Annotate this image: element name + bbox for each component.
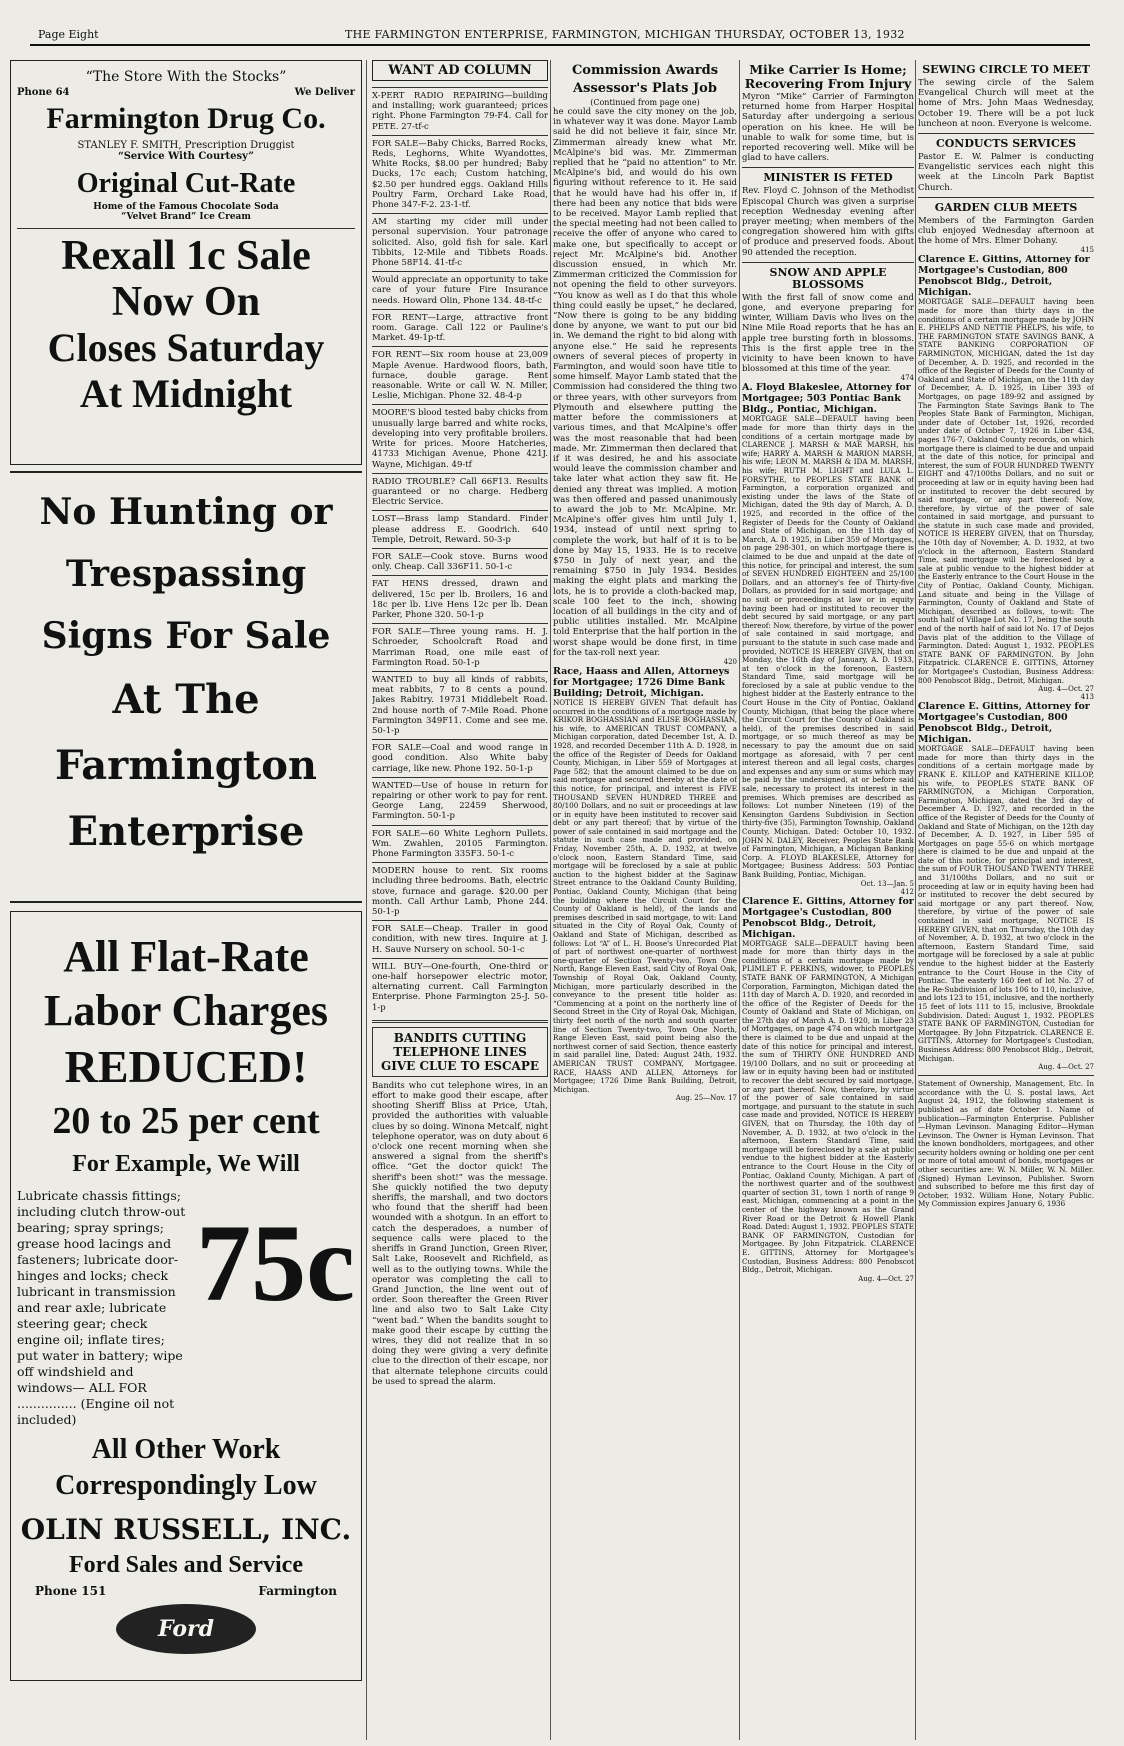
bandits-story: Bandits who cut telephone wires, in an effort to make good their escape, after shooting Sheriff Bliss at Price, Utah, provided the authorities with valuable clues by so doing. Winona Metcalf, night telephone operator, was on duty about 6 o'clock one recent morning when she answered a signal from the sheriff's office. “Get the doctor quick! The sheriff's been shot!” was the message. She quickly notified the two deputy sheriffs, the marshall, and two doctors who found that the sheriff had been wounded with a shotgun. In an effort to catch the desperadoes, a number of sequence calls were placed to the sheriffs in Grand Junction, Green River, Salt Lake, Roosevelt and Richfield, as well as to the outlying towns. While the operator was completing the call to Grand Junction, the line went out of order. Soon thereafter the Green River line and also two to Salt Lake City “went bad.” When the bandits sought to make good their escape by cutting the wires, they did not realize that in so doing they were giving a very definite clue to the direction of their escape, nor that alternate telephone circuits could be used to spread the alarm. xyxy=(372,1080,548,1387)
ads-column xyxy=(10,60,362,1687)
want-ad-column xyxy=(372,60,548,1740)
want-ad-item: FOR SALE—Cheap. Trailer in good condition, with new tires. Inquire at J. H. Sauve Nursery on school. 50-1-c xyxy=(372,920,548,958)
want-ad-item: FOR SALE—Three young rams. H. J. Schroeder, Schoolcraft Road and Marriman Road, one mile east of Farmington Road. 50-1-p xyxy=(372,623,548,671)
legal-c4a-body: MORTGAGE SALE—DEFAULT having been made for more than thirty days in the conditions of a certain mortgage made by CLARENCE J. MARSH & MAE MARSH, his wife; HARRY A. MARSH & MARION MARSH, his wife; LEON M. MARSH & IDA M. MARSH, his wife; RUTH M. LIGHT and LULA L. FORSYTHE, to PEOPLES STATE BANK of Farmington, a corporation organized and existing under the laws of the State of Michigan, dated the 9th day of March, A. D. 1925, and recorded in the office of the Register of Deeds for the County of Oakland and State of Michigan, on the 11th day of March, A. D. 1925, in Liber 359 of Mortgages, on page 298-301, on which mortgage there is claimed to be due and unpaid at the date of this notice, for principal and interest, the sum of SEVEN HUNDRED EIGHTEEN and 25/100 Dollars, and an attorney's fee of Thirty-five Dollars, as provided for in said mortgage; and no suit or proceedings at law or in equity having been had or instituted to recover the debt secured by said mortgage, or any part thereof: Now, therefore, by virtue of the power of sale contained in said mortgage, and pursuant to the statute in such case made and provided, NOTICE IS HEREBY GIVEN, that on Monday, the 16th day of January, A. D. 1933, at ten o'clock in the forenoon, Eastern Standard Time, said mortgage will be foreclosed by a sale at public vendue to the highest bidder at the Easterly entrance to the Court House in the City of Pontiac, Oakland County, Michigan, (that being the place where the Circuit Court for the County of Oakland is held), of the premises described in said mortgage, or so much thereof as may be necessary to pay the amount due on said mortgage as aforesaid, with 7 per cent interest thereon and all legal costs, charges and expenses and any sum or sums which may be paid by the undersigned, at or before said sale, necessary to protect its interest in the premises. Which premises are described as follows: Lot number Nineteen (19) of the Kensington Gardens Subdivision in Section thirty-five (35), Farmington Township, Oakland County, Michigan. Dated: October 10, 1932. JOHN N. DALEY, Receiver, Peoples State Bank of Farmington, Michigan, a Michigan Banking Corp. A. FLOYD BLAKESLEE, Attorney for Mortgagee; Business Address: 503 Pontiac Bank Building, Pontiac, Michigan. xyxy=(742,414,914,879)
drug-store-ad xyxy=(10,60,362,465)
legal-c4a-dates: Oct. 13—Jan. 5 xyxy=(860,879,914,888)
rexall-now-on: Now On xyxy=(111,279,261,325)
want-ad-item: AM starting my cider mill under personal supervision. Your patronage solicited. Also, gold fish for sale. Karl Tibbits, 12-Mile and Tibbets Roads. Phone 58F14. 41-tf-c xyxy=(372,213,548,271)
garden-head: GARDEN CLUB MEETS xyxy=(934,200,1078,214)
russell-flat-rate: All Flat-Rate xyxy=(63,932,309,981)
want-ad-item: RADIO TROUBLE? Call 66F13. Results guaranteed or no charge. Hedberg Electric Service. xyxy=(372,473,548,511)
want-ad-item: FOR RENT—Six room house at 23,009 Maple Avenue. Hardwood floors, bath, furnace, double garage. Rent reasonable. Write or call W. N. Miller, Leslie, Michigan. Phone 32. 48-4-p xyxy=(372,346,548,404)
drug-deliver: We Deliver xyxy=(294,87,355,98)
want-ad-list xyxy=(372,87,548,1016)
russell-example: For Example, We Will xyxy=(72,1151,300,1177)
ford-logo: Ford xyxy=(116,1604,256,1654)
drug-name: Farmington Drug Co. xyxy=(46,102,326,135)
page-number: Page Eight xyxy=(38,28,99,41)
commission-column xyxy=(553,60,737,1740)
hunting-line2: Trespassing xyxy=(65,553,307,595)
conducts-head: CONDUCTS SERVICES xyxy=(935,137,1077,151)
commission-head1: Commission Awards xyxy=(571,63,719,78)
legal-c4a-number: 474 xyxy=(900,374,914,383)
drug-motto: “Service With Courtesy” xyxy=(117,151,255,162)
olin-russell-ad xyxy=(10,911,362,1681)
page-header xyxy=(30,22,1090,46)
legal-c5b-dates: Aug. 4—Oct. 27 xyxy=(1038,1063,1094,1072)
russell-ford-sales: Ford Sales and Service xyxy=(69,1552,303,1578)
commission-head2: Assessor's Plats Job xyxy=(573,81,717,96)
drug-product-sub1: Home of the Famous Chocolate Soda xyxy=(93,202,279,212)
russell-phone: Phone 151 xyxy=(35,1584,107,1598)
hunting-line4: At The xyxy=(112,676,260,723)
local-news-column xyxy=(742,60,914,1740)
want-ad-item: Would appreciate an opportunity to take care of your future Fire Insurance needs. Howard Olin, Phone 134. 48-tf-c xyxy=(372,271,548,309)
hunting-signs-ad xyxy=(10,471,362,903)
ownership-statement: Statement of Ownership, Management, Etc. In accordance with the U. S. postal laws, Act August 24, 1912, the following statement is published as of date October 1. Name of publication—Farmington Enterprise. Publisher—Hyman Levinson. Managing Editor—Hyman Levinson. The Owner is Hyman Levinson. That the known bondholders, mortgagees, and other security holders owning or holding one per cent or more of total amount of bonds, mortgages or other securities are: W. N. Miller, W. N. Miller. (Signed) Hyman Levinson, Publisher. Sworn and subscribed to before me this first day of October, 1932. William Hone, Notary Public. My Commission expires January 6, 1936 xyxy=(918,1079,1094,1209)
russell-service-list: Lubricate chassis fittings; including clutch throw-out bearing; spray springs; grease hood lacings and fasteners; lubricate door-hinges and locks; check lubricant in transmission and rear axle; lubricate steering gear; check engine oil; inflate tires; put water in battery; wipe off windshield and windows— ALL FOR ............... (Engine oil not included) xyxy=(17,1188,186,1427)
want-ad-item: WANTED to buy all kinds of rabbits, meat rabbits, 7 to 8 cents a pound. Jakes Rabitry. 19731 Middlebelt Road. 2nd house north of 7-Mile Road. Phone Farmington 349F11. Come and see me. 50-1-p xyxy=(372,671,548,739)
legal-c3-body: NOTICE IS HEREBY GIVEN That default has occurred in the conditions of a mortgage made by KRIKOR BOGHASSIAN and ELISE BOGHASSIAN, his wife, to AMERICAN TRUST COMPANY, a Michigan corporation, dated December 1st, A. D. 1928, and recorded December 11th A. D. 1928, in the office of the Register of Deeds for Oakland County, Michigan, in Liber 559 of Mortgages at Page 582; that the amount claimed to be due on said mortgage and secured thereby at the date of this notice, for principal, and interest is FIVE THOUSAND SEVEN HUNDRED THREE and 80/100 Dollars, and no suit or proceedings at law or in equity have been instituted to recover said debt or any part thereof; that by virtue of the power of sale contained in said mortgage and the statute in such case made and provided, on Friday, November 25th, A. D. 1932, at twelve o'clock noon, Eastern Standard Time, said mortgage will be foreclosed by a sale at public auction to the highest bidder at the Saginaw Street entrance to the Oakland County Building, Pontiac, Oakland County, Michigan (that being the building where the Circuit Court for the County of Oakland is held), of the lands and premises described in said mortgage, to wit: Land situated in the City of Royal Oak, County of Oakland and State of Michigan, described as follows: Lot “A” of L. H. Boose's Unrecorded Plat of part of northwest one-quarter of northwest one-quarter of Section Twenty-two, Town One North, Range Eleven East, said City of Royal Oak, Township of Royal Oak, Oakland County, Michigan, more particularly described in the conveyance to the present title holder as: “Commencing at a point on the northerly line of Second Street in the City of Royal Oak, Michigan, thirty feet north of the north and south quarter line of Section Twenty-two, Town One North, Range Eleven East, said point being also the northwest corner of said Section, thence easterly in said parallel line, Dated: August 24th, 1932. AMERICAN TRUST COMPANY, Mortgagee. RACE, HAASS AND ALLEN, Attorneys for Mortgagee; 1726 Dime Bank Building, Detroit, Michigan. xyxy=(553,697,737,1094)
want-ad-item: MOORE'S blood tested baby chicks from unusually large barred and white rocks, developing into very profitable broilers. Write for prices. Moore Hatcheries, 41733 Michigan Avenue, Phone 421J. Wayne, Michigan. 49-tf xyxy=(372,404,548,472)
want-ad-item: MODERN house to rent. Six rooms including three bedrooms. Bath, electric stove, furnace and garage. $20.00 per month. Call Arthur Lamb, Phone 244. 50-1-p xyxy=(372,862,548,920)
sewing-head: SEWING CIRCLE TO MEET xyxy=(922,63,1090,76)
legal-c5a-dates: Aug. 4—Oct. 27 xyxy=(1038,685,1094,694)
carrier-story: Myron “Mike” Carrier of Farmington returned home from Harper Hospital Saturday after undergoing a serious operation on his knee. He will be unable to walk for some time, but is reported recovering well. Mike will be glad to have callers. xyxy=(742,92,914,164)
legal-c5a-head: Clarence E. Gittins, Attorney for Mortgagee's Custodian, 800 Penobscot Bldg., Detroit, Michigan. xyxy=(918,254,1090,299)
garden-story: Members of the Farmington Garden club enjoyed Wednesday afternoon at the home of Mrs. Elmer Dohany. xyxy=(918,215,1094,247)
legal-c5b-number: 413 xyxy=(1080,693,1094,702)
russell-other-work: All Other Work xyxy=(91,1434,281,1465)
want-ad-item: LOST—Brass lamp Standard. Finder please address E. Goodrich. 640 Temple, Detroit, Reward. 50-3-p xyxy=(372,510,548,548)
drug-product: Original Cut-Rate xyxy=(76,168,296,199)
masthead-line: THE FARMINGTON ENTERPRISE, FARMINGTON, MICHIGAN THURSDAY, OCTOBER 13, 1932 xyxy=(345,28,905,41)
snow-head: SNOW AND APPLE BLOSSOMS xyxy=(769,265,887,291)
commission-continued: (Continued from page one) xyxy=(590,98,700,107)
want-ad-title: WANT AD COLUMN xyxy=(372,60,548,81)
sewing-story: The sewing circle of the Salem Evangelical Church will meet at the home of Mrs. John Maas Wednesday, October 19. There will be a pot luck luncheon at noon. Everyone is welcome. xyxy=(918,78,1094,129)
bandits-headline: BANDITS CUTTING TELEPHONE LINES GIVE CLUE TO ESCAPE xyxy=(372,1027,548,1077)
hunting-line5: Farmington xyxy=(54,742,317,789)
russell-town: Farmington xyxy=(258,1584,337,1598)
want-ad-item: WILL BUY—One-fourth, One-third or one-half horsepower electric motor, alternating current. Call Farmington Enterprise. Phone Farmington 25-J. 50-1-p xyxy=(372,958,548,1016)
want-ad-item: FAT HENS dressed, drawn and delivered, 15c per lb. Broilers, 16 and 18c per lb. Live Hens 12c per lb. Dean Parker, Phone 320. 50-1-p xyxy=(372,575,548,623)
russell-price: 75c xyxy=(196,1202,355,1324)
carrier-head1: Mike Carrier Is Home; xyxy=(749,62,907,77)
rexall-sale: Rexall 1c Sale xyxy=(61,233,311,279)
want-ad-item: FOR SALE—Baby Chicks, Barred Rocks, Reds, Leghorns, White Wyandottes, White Rocks, $8.00 per hundred; Baby Ducks, 17c each; Custom hatching, $2.50 per hundred eggs. Oakland Hills Poultry Farm, Orchard Lake Road, Phone 347-F-2. 23-1-tf. xyxy=(372,135,548,213)
legal-c5b-head: Clarence E. Gittins, Attorney for Mortgagee's Custodian, 800 Penobscot Bldg., Detroit, Michigan. xyxy=(918,701,1090,746)
legal-c4a-head: A. Floyd Blakeslee, Attorney for Mortgagee; 503 Pontiac Bank Bldg., Pontiac, Michigan. xyxy=(742,382,911,416)
hunting-line3: Signs For Sale xyxy=(41,615,331,657)
legal-c4b-head: Clarence E. Gittins, Attorney for Mortgagee's Custodian, 800 Penobscot Bldg., Detroit, Michigan. xyxy=(742,895,914,940)
russell-percent: 20 to 25 per cent xyxy=(52,1100,320,1142)
legal-c5b-body: MORTGAGE SALE—DEFAULT having been made for more than thirty days in the conditions of a certain mortgage made by FRANK E. KILLOP and KATHERINE KILLOP, his wife, to PEOPLES STATE BANK OF FARMINGTON, a Michigan Corporation, Farmington, Michigan, dated the 3rd day of December A. D. 1927, and recorded in the office of the Register of Deeds for the County of Oakland and State of Michigan, on the 12th day of December, A. D. 1927, in Liber 595 of Mortgages on page 55-6 on which mortgage there is claimed to be due and unpaid at the date of this notice, for principal and interest, the sum of FOUR THOUSAND TWENTY THREE and 31/100ths Dollars, and no suit or proceeding at law or in equity having been had or instituted to recover the debt secured by said mortgage or any part thereof. Now, therefore, by virtue of the power of sale contained in said mortgage, NOTICE IS HEREBY GIVEN, that on Thursday, the 10th day of November, A. D. 1932, at two o'clock in the afternoon, Eastern Standard Time, said mortgage will be foreclosed by a sale at public vendue to the highest bidder at the Easterly entrance to the Court House in the City of Pontiac. The easterly 160 feet of lot No. 27 of the Re-Subdivision of lots 106 to 110, inclusive, and lots 123 to 151, inclusive, and the northerly 15 feet of lots 111 to 15, inclusive, Brookdale Subdivision. Dated: August 1, 1932. PEOPLES STATE BANK OF FARMINGTON, Custodian for Mortgagee. By John Fitzpatrick. CLARENCE E. GITTINS, Attorney for Mortgagee's Custodian, Business Address: 800 Penobscot Bldg., Detroit, Michigan. xyxy=(918,744,1094,1063)
drug-owner: STANLEY F. SMITH, Prescription Druggist xyxy=(77,140,295,151)
drug-phone: Phone 64 xyxy=(17,87,70,98)
want-ad-item: FOR SALE—Cook stove. Burns wood only. Cheap. Call 336F11. 50-1-c xyxy=(372,548,548,575)
legal-c4b-dates: Aug. 4—Oct. 27 xyxy=(858,1274,914,1283)
want-ad-item: FOR SALE—60 White Leghorn Pullets. Wm. Zwahlen, 20105 Farmington. Phone Farmington 335F3. 50-1-c xyxy=(372,825,548,863)
want-ad-item: FOR SALE—Coal and wood range in good condition. Also White baby carriage, like new. Phone 192. 50-1-p xyxy=(372,739,548,777)
russell-reduced: REDUCED! xyxy=(64,1041,308,1092)
legal-c3-head: Race, Haass and Allen, Attorneys for Mortgagee; 1726 Dime Bank Building; Detroit, Michigan. xyxy=(553,665,730,699)
snow-story: With the first fall of snow come and gone, and everyone preparing for winter, William Davis who lives on the Nine Mile Road reports that he has an apple tree bursting forth in blossoms. This is the first apple tree in the vicinity to have been known to have blossomed at this time of the year. xyxy=(742,292,914,375)
conducts-story: Pastor E. W. Palmer is conducting Evangelistic services each night this week at the Lincoln Park Baptist Church. xyxy=(918,152,1094,193)
at-midnight: At Midnight xyxy=(79,371,293,416)
russell-labor: Labor Charges xyxy=(44,986,328,1035)
closes-saturday: Closes Saturday xyxy=(47,325,325,370)
hunting-line6: Enterprise xyxy=(67,808,305,855)
legal-c5a-body: MORTGAGE SALE—DEFAULT having been made for more than thirty days in the conditions of a certain mortgage made by JOHN E. PHELPS AND NETTIE PHELPS, his wife, to THE FARMINGTON STATE SAVINGS BANK, A STATE BANKING CORPORATION OF FARMINGTON, MICHIGAN, dated the 1st day of December, A. D. 1925, and recorded in the office of the Register of Deeds for the County of Oakland and State of Michigan, on the 11th day of December, A. D. 1925, in Liber 393 of Mortgages, on page 189-92 and assigned by The Farmington State Savings Bank to The Peoples State Bank of Farmington, Michigan, under date of October 1st, 1926, recorded under date of October 7, 1926 in Liber 434, pages 176-7, Oakland County records, on which mortgage there is claimed to be due and unpaid at the date of this notice, for principal and interest, the sum of FOUR HUNDRED TWENTY EIGHT and 47/100ths Dollars, and no suit or proceeding at law or in equity having been had or instituted to recover the debt secured by said mortgage, or any part thereof: Now, therefore, by virtue of the power of sale contained in said mortgage, and pursuant to the statute in such case made and provided, NOTICE IS HEREBY GIVEN, that on Thursday, the 10th day of November, A. D. 1932, at two o'clock in the afternoon, Eastern Standard Time, said mortgage will be foreclosed by a sale at public vendue to the highest bidder at the Easterly entrance to the Court House in the City of Pontiac, Oakland County, Michigan. Land situate and being in the Village of Farmington, County of Oakland and State of Michigan, described as follows, to-wit: The south half of Village Lot No. 17, being the south end of the north half of said lot No. 17 of Dejos Davis plat of the addition to the Village of Farmington. Dated: August 1, 1932. PEOPLES STATE BANK OF FARMINGTON. By John Fitzpatrick. CLARENCE E. GITTINS, Attorney for Mortgagee's Custodian, Business Address: 800 Penobscot Bldg., Detroit, Michigan. xyxy=(918,297,1094,685)
drug-product-sub2: “Velvet Brand” Ice Cream xyxy=(121,212,251,222)
drug-slogan: “The Store With the Stocks” xyxy=(85,69,287,85)
want-ad-item: X-PERT RADIO REPAIRING—building and installing; work guaranteed; prices right. Phone Farmington 79-F4. Call for PETE. 27-tf-c xyxy=(372,87,548,135)
legal-c4b-body: MORTGAGE SALE—DEFAULT having been made for more than thirty days in the conditions of a certain mortgage made by PLIMLET F. PERKINS, widower, to PEOPLES STATE BANK OF FARMINGTON, A Michigan Corporation, Farmington, Michigan dated the 11th day of March A. D. 1920, and recorded in the office of the Register of Deeds for the County of Oakland and State of Michigan, on the 27th day of March A. D. 1920, in Liber 23 of Mortgages, on page 474 on which mortgage there is claimed to be due and unpaid at the date of this notice for principal and interest, the sum of THIRTY ONE HUNDRED AND 19/100 Dollars, and no suit or proceeding at law or in equity having been had or instituted to recover the debt secured by said mortgage, or any part thereof. Now, therefore, by virtue of the power of sale contained in said mortgage, and pursuant to the statute in such case made and provided, NOTICE IS HEREBY GIVEN, that on Thursday, the 10th day of November, A. D. 1932, at two o'clock in the afternoon, Eastern Standard Time, said mortgage will be foreclosed by a sale at public vendue to the highest bidder at the Easterly entrance to the Court House in the City of Pontiac, Oakland County, Michigan. A part of the northwest quarter and of the southwest quarter of section 31, town 1 north of range 9 east, Michigan, commencing at a point in the center of the highway known as the Grand River Road or the Detroit & Howell Plank Road. Dated: August 1, 1932. PEOPLES STATE BANK OF FARMINGTON, Custodian for Mortgagee. By John Fitzpatrick. CLARENCE E. GITTINS, Attorney for Mortgagee's Custodian, Business Address: 800 Penobscot Bldg., Detroit, Michigan. xyxy=(742,938,914,1275)
hunting-line1: No Hunting or xyxy=(39,491,333,533)
legal-c3-dates: Aug. 25—Nov. 17 xyxy=(675,1094,737,1103)
minister-story: Rev. Floyd C. Johnson of the Methodist Episcopal Church was given a surprise reception Wednesday evening after prayer meeting; when members of the congregation showered him with gifts of produce and preserved foods. About 90 attended the reception. xyxy=(742,186,914,258)
russell-low: Correspondingly Low xyxy=(55,1470,317,1501)
carrier-head2: Recovering From Injury xyxy=(744,76,912,91)
legal-c3-number: 420 xyxy=(723,657,737,666)
society-column xyxy=(918,60,1094,1740)
legal-c4b-number: 412 xyxy=(900,887,914,896)
legal-c5a-number: 415 xyxy=(1080,246,1094,255)
minister-head: MINISTER IS FETED xyxy=(763,171,893,185)
want-ad-item: FOR RENT—Large, attractive front room. Garage. Call 122 or Pauline's Market. 49-1p-tf. xyxy=(372,309,548,347)
commission-story: he could save the city money on the job, in whatever way it was done. Mayor Lamb said he did not believe it fair, since Mr. Zimmerman already knew what Mr. McAlpine's bid was. Mr. Zimmerman replied that he “paid no attention” to Mr. McAlpine's bid, and would do his own figuring without reference to it. He said that he would have had his offer in, if there had been any notice that bids were to be received. Mayor Lamb replied that the special meeting had not been called to receive the offer of anyone who cared to make one, but specifically to accept or reject Mr. McAlpine's bid. Another discussion ensued, in which Mr. Zimmerman criticized the Commission for not opening the field to other surveyors. “You know as well as I do that this whole thing could easily be upset,” he declared, “Now there is going to be any bidding done by anyone, we want to put our bid in. We demand the right to bid along with anyone else.” He said he represents owners of several pieces of property in Farmington, and would soon have title to some himself. Mayor Lamb stated that the Commission had considered the thing two or three years, with other surveyors from Plymouth and elsewhere putting the matter before the commissioners at various times, and that McAlpine's offer was the most reasonable that had been made. Mr. Zimmerman then declared that if it was desired, he and his associate would leave the commission chamber and take later what action they saw fit. He denied any threat was implied. A motion was then offered and passed unanimously to award the job to Mr. McAlpine. Mr. McAlpine's offer gives him until July 1, 1934, instead of until next spring to complete the work, but half of it is to be done by May 15, 1933. He is to receive $750 in July of next year, and the remaining $750 in July 1934. Besides making the eight plats and marking the lots, he is to provide a cloth-backed map, scale 100 feet to the inch, showing location of all buildings in the city and of public utilities installed. Mr. McAlpine told Enterprise that the half portion in the worst shape would be done first, in time for the tax-roll next year. xyxy=(553,107,737,658)
russell-company: OLIN RUSSELL, INC. xyxy=(20,1513,352,1546)
want-ad-item: WANTED—Use of house in return for repairing or other work to pay for rent. George Lang, 22459 Sherwood, Farmington. 50-1-p xyxy=(372,777,548,825)
